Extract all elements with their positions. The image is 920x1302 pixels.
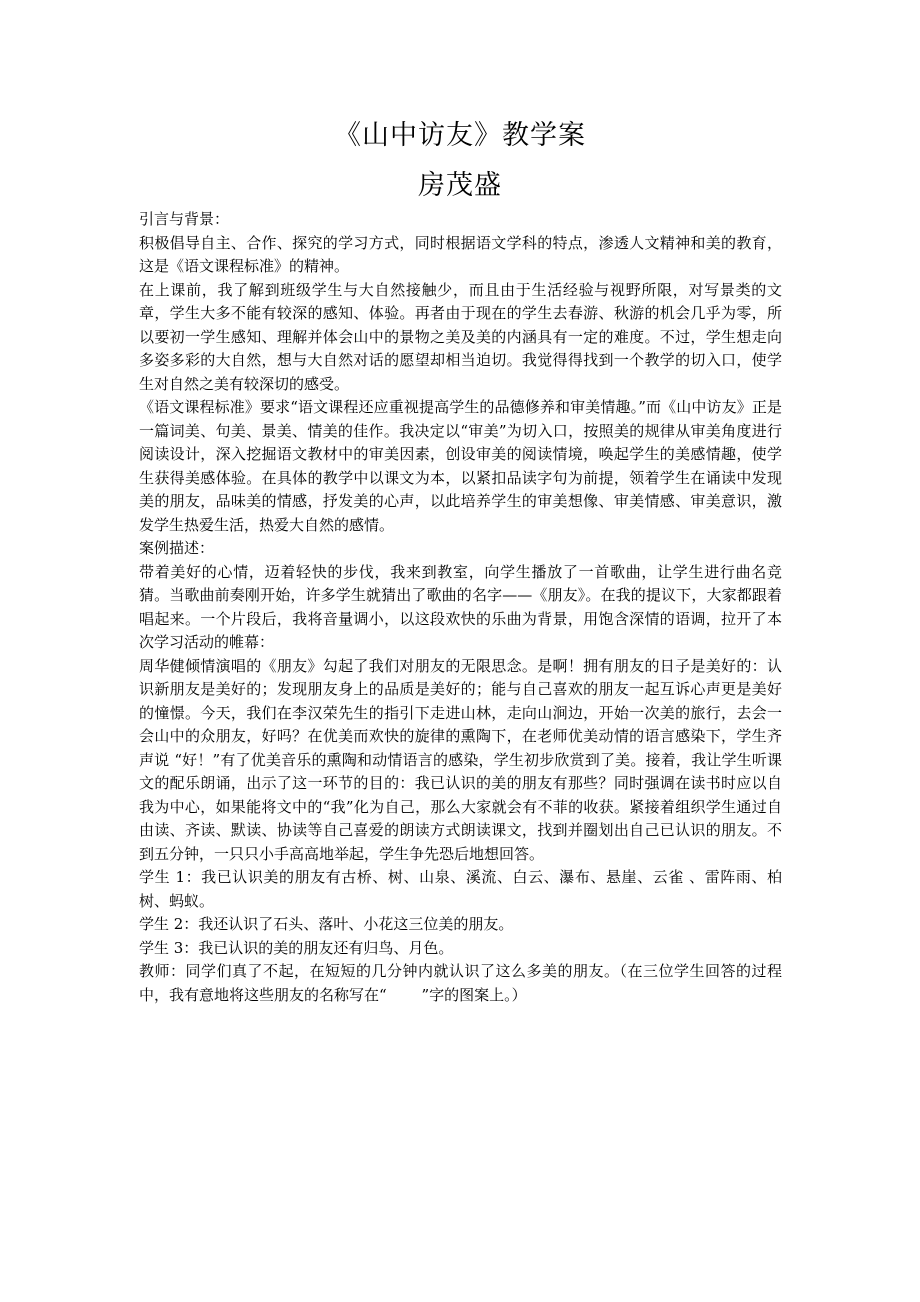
student-answer-3: 学生 3：我已认识的美的朋友还有归鸟、月色。 xyxy=(139,938,454,957)
heading-case-description: 案例描述： xyxy=(139,539,215,557)
paragraph: 周华健倾情演唱的《朋友》勾起了我们对朋友的无限思念。是啊！拥有朋友的日子是美好的：认识新朋友是美好的；发现朋友身上的品质是美好的；能与自己喜欢的朋友一起互诉心声更是美好的憧憬。今天，我们在李汉荣先生的指引下走进山林，走向山涧边，开始一次美的旅行，去会一会山中的众朋友，好吗？在优美而欢快的旋律的熏陶下，在老师优美动情的语言感染下，学生齐声说 “好！”有了优美音乐的熏陶和动情语言的感染，学生初步欣赏到了美。接着，我让学生听课文的配乐朗诵，出示了这一环节的目的：我已认识的美的朋友有那些？同时强调在读书时应以自我为中心，如果能将文中的“我”化为自己，那么大家就会有不菲的收获。紧接着组织学生通过自由读、齐读、默读、协读等自己喜爱的朗读方式朗读课文，找到并圈划出自己已认识的朋友。不到五分钟，一只只小手高高地举起，学生争先恐后地想回答。 xyxy=(139,656,782,863)
heading-introduction: 引言与背景： xyxy=(139,210,230,228)
paragraph: 《语文课程标准》要求“语文课程还应重视提高学生的品德修养和审美情趣。”而《山中访友》正是一篇词美、句美、景美、情美的佳作。我决定以“审美”为切入口，按照美的规律从审美角度进行阅读设计，深入挖掘语文教材中的审美因素，创设审美的阅读情境，唤起学生的美感情趣，使学生获得美感体验。在具体的教学中以课文为本，以紧扣品读字句为前提，领着学生在诵读中发现美的朋友，品味美的情感，抒发美的心声，以此培养学生的审美想像、审美情感、审美意识，激发学生热爱生活，热爱大自然的感情。 xyxy=(139,398,782,534)
student-answer-1: 学生 1：我已认识美的朋友有古桥、树、山泉、溪流、白云、瀑布、悬崖、云雀 、雷阵雨、柏树、蚂蚁。 xyxy=(139,868,782,910)
document-body xyxy=(139,208,782,1007)
document-author: 房茂盛 xyxy=(418,170,502,201)
paragraph: 积极倡导自主、合作、探究的学习方式，同时根据语文学科的特点，渗透人文精神和美的教育，这是《语文课程标准》的精神。 xyxy=(139,233,782,275)
teacher-remark: 教师：同学们真了不起，在短短的几分钟内就认识了这么多美的朋友。（在三位学生回答的过程中，我有意地将这些朋友的名称写在“ ”字的图案上。） xyxy=(139,962,782,1004)
document-title: 《山中访友》教学案 xyxy=(334,120,586,151)
student-answer-2: 学生 2：我还认识了石头、落叶、小花这三位美的朋友。 xyxy=(139,915,514,933)
paragraph: 在上课前，我了解到班级学生与大自然接触少，而且由于生活经验与视野所限，对写景类的文章，学生大多不能有较深的感知、体验。再者由于现在的学生去春游、秋游的机会几乎为零，所以要初一学生感知、理解并体会山中的景物之美及美的内涵具有一定的难度。不过，学生想走向多姿多彩的大自然，想与大自然对话的愿望却相当迫切。我觉得得找到一个教学的切入口，使学生对自然之美有较深切的感受。 xyxy=(139,280,782,393)
paragraph: 带着美好的心情，迈着轻快的步伐，我来到教室，向学生播放了一首歌曲，让学生进行曲名竞猜。当歌曲前奏刚开始，许多学生就猜出了歌曲的名字——《朋友》。在我的提议下，大家都跟着唱起来。一个片段后，我将音量调小，以这段欢快的乐曲为背景，用饱含深情的语调，拉开了本次学习活动的帷幕： xyxy=(139,562,782,651)
